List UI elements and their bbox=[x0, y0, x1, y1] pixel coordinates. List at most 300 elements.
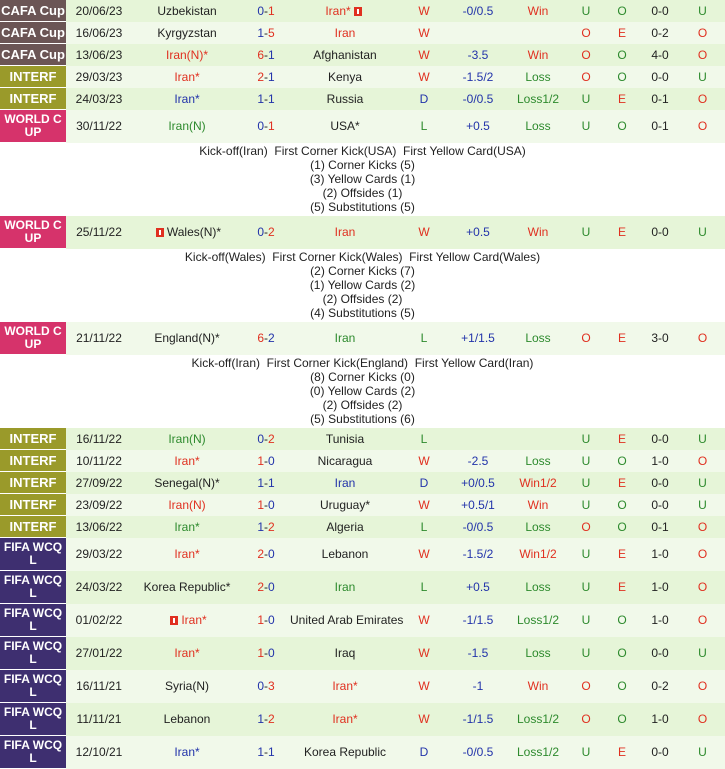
half-time-score: 1-0 bbox=[640, 450, 680, 472]
home-team-name: Iran* bbox=[174, 91, 200, 106]
result: L bbox=[400, 516, 448, 538]
odd-even: E bbox=[604, 216, 640, 249]
odd-even: E bbox=[604, 88, 640, 110]
score-sep: - bbox=[264, 69, 268, 84]
half-time-score: 0-0 bbox=[640, 494, 680, 516]
handicap-result: Loss1/2 bbox=[508, 604, 568, 637]
home-team[interactable] bbox=[132, 494, 242, 516]
half-time-score: 0-2 bbox=[640, 22, 680, 44]
match-date: 16/11/21 bbox=[66, 670, 132, 703]
match-row[interactable] bbox=[0, 22, 725, 44]
score[interactable] bbox=[242, 516, 290, 538]
score-sep: - bbox=[264, 712, 268, 726]
match-date: 13/06/22 bbox=[66, 516, 132, 538]
handicap-result: Win bbox=[508, 44, 568, 66]
stat-line: (5) Substitutions (5) bbox=[310, 200, 415, 214]
handicap-result: Loss bbox=[508, 322, 568, 355]
home-team[interactable] bbox=[132, 670, 242, 703]
match-row[interactable] bbox=[0, 0, 725, 22]
away-score: 2 bbox=[268, 331, 275, 346]
home-team[interactable] bbox=[132, 472, 242, 494]
home-score: 0 bbox=[257, 3, 264, 18]
competition-badge[interactable]: FIFA WCQ L bbox=[0, 637, 66, 670]
half-over-under: U bbox=[680, 494, 725, 516]
match-date: 29/03/22 bbox=[66, 538, 132, 571]
match-date: 29/03/23 bbox=[66, 66, 132, 88]
over-under: U bbox=[568, 604, 604, 637]
result: D bbox=[400, 472, 448, 494]
over-under: O bbox=[568, 703, 604, 736]
score[interactable] bbox=[242, 216, 290, 249]
home-team[interactable] bbox=[132, 110, 242, 143]
handicap-result bbox=[508, 22, 568, 44]
handicap bbox=[448, 428, 508, 450]
home-score: 2 bbox=[257, 547, 264, 561]
half-time-score: 0-1 bbox=[640, 88, 680, 110]
handicap-result: Loss bbox=[508, 516, 568, 538]
score[interactable] bbox=[242, 571, 290, 604]
match-date: 27/09/22 bbox=[66, 472, 132, 494]
half-time-score: 1-0 bbox=[640, 703, 680, 736]
odd-even: O bbox=[604, 110, 640, 143]
away-team-name: Iran bbox=[334, 580, 356, 594]
score[interactable] bbox=[242, 604, 290, 637]
away-team[interactable] bbox=[290, 516, 400, 538]
half-over-under: O bbox=[680, 703, 725, 736]
away-score: 1 bbox=[268, 745, 275, 759]
away-team[interactable] bbox=[290, 703, 400, 736]
stat-line: (2) Corner Kicks (7) bbox=[310, 264, 415, 278]
home-team-name: Iran* bbox=[174, 547, 200, 561]
handicap-result: Loss bbox=[508, 571, 568, 604]
home-score: 6 bbox=[257, 331, 264, 346]
home-team-name: Iran* bbox=[174, 453, 200, 468]
match-date: 21/11/22 bbox=[66, 322, 132, 355]
competition-badge[interactable]: INTERF bbox=[0, 516, 66, 538]
home-team[interactable] bbox=[132, 428, 242, 450]
score-sep: - bbox=[264, 91, 268, 106]
match-row[interactable] bbox=[0, 66, 725, 88]
handicap-result: Loss1/2 bbox=[508, 703, 568, 736]
odd-even: E bbox=[604, 428, 640, 450]
half-time-score: 0-1 bbox=[640, 110, 680, 143]
half-over-under: U bbox=[680, 0, 725, 22]
half-over-under: O bbox=[680, 571, 725, 604]
half-time-score: 1-0 bbox=[640, 538, 680, 571]
result: W bbox=[400, 538, 448, 571]
away-team[interactable] bbox=[290, 322, 400, 355]
stat-line: (8) Corner Kicks (0) bbox=[310, 370, 415, 384]
handicap-result: Loss bbox=[508, 66, 568, 88]
competition-badge[interactable]: WORLD C UP bbox=[0, 322, 66, 355]
competition-badge[interactable]: WORLD C UP bbox=[0, 110, 66, 143]
score-sep: - bbox=[264, 431, 268, 446]
stat-line: (5) Substitutions (6) bbox=[310, 412, 415, 426]
competition-badge[interactable]: INTERF bbox=[0, 428, 66, 450]
handicap: +0.5 bbox=[448, 571, 508, 604]
away-team[interactable] bbox=[290, 450, 400, 472]
match-stats-row bbox=[0, 143, 725, 217]
half-time-score: 0-0 bbox=[640, 472, 680, 494]
away-team-name: United Arab Emirates bbox=[290, 613, 404, 627]
home-team[interactable] bbox=[132, 450, 242, 472]
home-team-name: England(N)* bbox=[154, 331, 220, 346]
competition-badge[interactable]: INTERF bbox=[0, 66, 66, 88]
over-under: U bbox=[568, 472, 604, 494]
away-team[interactable] bbox=[290, 44, 400, 66]
score-sep: - bbox=[264, 580, 268, 594]
home-team[interactable] bbox=[132, 216, 242, 249]
score[interactable] bbox=[242, 66, 290, 88]
match-row[interactable] bbox=[0, 428, 725, 450]
score[interactable] bbox=[242, 428, 290, 450]
competition-badge[interactable]: INTERF bbox=[0, 494, 66, 516]
score-sep: - bbox=[264, 547, 268, 561]
match-row[interactable] bbox=[0, 637, 725, 670]
score[interactable] bbox=[242, 538, 290, 571]
result: W bbox=[400, 66, 448, 88]
over-under: U bbox=[568, 571, 604, 604]
match-row[interactable] bbox=[0, 571, 725, 604]
score-sep: - bbox=[264, 331, 268, 346]
away-team-name: Korea Republic bbox=[303, 745, 387, 759]
away-team[interactable] bbox=[290, 494, 400, 516]
match-stats-row bbox=[0, 249, 725, 323]
match-row[interactable] bbox=[0, 110, 725, 143]
away-team-name: Russia bbox=[326, 91, 364, 106]
handicap-result: Loss1/2 bbox=[508, 736, 568, 769]
half-time-score: 1-0 bbox=[640, 604, 680, 637]
score[interactable] bbox=[242, 110, 290, 143]
half-time-score: 0-2 bbox=[640, 670, 680, 703]
over-under: U bbox=[568, 0, 604, 22]
match-date: 16/06/23 bbox=[66, 22, 132, 44]
match-row[interactable] bbox=[0, 88, 725, 110]
away-team-name: Iran* bbox=[332, 679, 358, 693]
match-row[interactable] bbox=[0, 538, 725, 571]
handicap-result: Win1/2 bbox=[508, 538, 568, 571]
over-under: U bbox=[568, 110, 604, 143]
half-over-under: U bbox=[680, 637, 725, 670]
home-team[interactable] bbox=[132, 703, 242, 736]
home-score: 6 bbox=[257, 47, 264, 62]
odd-even: E bbox=[604, 472, 640, 494]
over-under: O bbox=[568, 516, 604, 538]
competition-badge[interactable]: INTERF bbox=[0, 450, 66, 472]
away-team-name: Iran* bbox=[332, 712, 358, 726]
away-score: 1 bbox=[268, 3, 275, 18]
over-under: U bbox=[568, 538, 604, 571]
handicap-result: Win bbox=[508, 494, 568, 516]
result: W bbox=[400, 494, 448, 516]
handicap: -1.5/2 bbox=[448, 66, 508, 88]
match-date: 25/11/22 bbox=[66, 216, 132, 249]
home-score: 0 bbox=[257, 225, 264, 240]
score[interactable] bbox=[242, 472, 290, 494]
home-score: 1 bbox=[257, 712, 264, 726]
home-score: 1 bbox=[257, 497, 264, 512]
result: W bbox=[400, 450, 448, 472]
result: L bbox=[400, 322, 448, 355]
score[interactable] bbox=[242, 703, 290, 736]
handicap-result bbox=[508, 428, 568, 450]
competition-badge[interactable]: FIFA WCQ L bbox=[0, 703, 66, 736]
stat-line: (0) Yellow Cards (2) bbox=[309, 384, 416, 398]
half-time-score: 0-0 bbox=[640, 0, 680, 22]
match-row[interactable] bbox=[0, 703, 725, 736]
result: D bbox=[400, 736, 448, 769]
away-team-name: Lebanon bbox=[321, 547, 369, 561]
over-under: U bbox=[568, 637, 604, 670]
result: W bbox=[400, 44, 448, 66]
half-time-score: 0-0 bbox=[640, 216, 680, 249]
competition-badge[interactable]: INTERF bbox=[0, 472, 66, 494]
handicap: +0/0.5 bbox=[448, 472, 508, 494]
away-team-name: USA* bbox=[330, 119, 360, 133]
handicap: -1/1.5 bbox=[448, 604, 508, 637]
home-score: 1 bbox=[257, 453, 264, 468]
competition-badge[interactable]: INTERF bbox=[0, 88, 66, 110]
match-row[interactable] bbox=[0, 450, 725, 472]
score[interactable] bbox=[242, 44, 290, 66]
odd-even: E bbox=[604, 736, 640, 769]
stat-line: (3) Yellow Cards (1) bbox=[309, 172, 416, 186]
red-card-icon bbox=[170, 616, 178, 625]
result: W bbox=[400, 216, 448, 249]
over-under: U bbox=[568, 450, 604, 472]
home-score: 1 bbox=[257, 613, 264, 627]
handicap-result: Win bbox=[508, 216, 568, 249]
handicap: -3.5 bbox=[448, 44, 508, 66]
score-sep: - bbox=[264, 646, 268, 660]
match-date: 01/02/22 bbox=[66, 604, 132, 637]
match-row[interactable] bbox=[0, 322, 725, 355]
home-team-name: Iran* bbox=[181, 613, 207, 627]
away-team[interactable] bbox=[290, 88, 400, 110]
over-under: O bbox=[568, 66, 604, 88]
away-score: 0 bbox=[268, 580, 275, 594]
over-under: O bbox=[568, 44, 604, 66]
match-row[interactable] bbox=[0, 44, 725, 66]
handicap: +0.5 bbox=[448, 216, 508, 249]
away-score: 0 bbox=[268, 547, 275, 561]
half-time-score: 3-0 bbox=[640, 322, 680, 355]
score[interactable] bbox=[242, 637, 290, 670]
handicap: +0.5/1 bbox=[448, 494, 508, 516]
away-team[interactable] bbox=[290, 736, 400, 769]
handicap: -2.5 bbox=[448, 450, 508, 472]
result: L bbox=[400, 428, 448, 450]
over-under: U bbox=[568, 736, 604, 769]
home-team[interactable] bbox=[132, 736, 242, 769]
competition-badge[interactable]: CAFA Cup bbox=[0, 22, 66, 44]
score-sep: - bbox=[264, 613, 268, 627]
result: L bbox=[400, 110, 448, 143]
away-team[interactable] bbox=[290, 428, 400, 450]
home-team[interactable] bbox=[132, 66, 242, 88]
match-row[interactable] bbox=[0, 472, 725, 494]
odd-even: O bbox=[604, 0, 640, 22]
home-score: 2 bbox=[257, 580, 264, 594]
over-under: O bbox=[568, 322, 604, 355]
odd-even: O bbox=[604, 604, 640, 637]
match-date: 27/01/22 bbox=[66, 637, 132, 670]
home-team[interactable] bbox=[132, 637, 242, 670]
score-sep: - bbox=[264, 47, 268, 62]
away-team[interactable] bbox=[290, 538, 400, 571]
home-score: 1 bbox=[257, 25, 264, 40]
away-team-name: Uruguay* bbox=[319, 497, 371, 512]
stat-line: (2) Offsides (1) bbox=[322, 186, 403, 200]
home-team[interactable] bbox=[132, 44, 242, 66]
away-team[interactable] bbox=[290, 22, 400, 44]
home-team-name: Iran(N) bbox=[168, 119, 206, 133]
odd-even: O bbox=[604, 670, 640, 703]
handicap: -0/0.5 bbox=[448, 516, 508, 538]
odd-even: E bbox=[604, 322, 640, 355]
home-team-name: Iran* bbox=[174, 745, 200, 759]
half-over-under: O bbox=[680, 538, 725, 571]
competition-badge[interactable]: FIFA WCQ L bbox=[0, 736, 66, 769]
home-score: 1 bbox=[257, 91, 264, 106]
result: W bbox=[400, 0, 448, 22]
result: L bbox=[400, 571, 448, 604]
home-score: 0 bbox=[257, 679, 264, 693]
away-score: 5 bbox=[268, 25, 275, 40]
away-team[interactable] bbox=[290, 0, 400, 22]
away-score: 2 bbox=[268, 519, 275, 534]
competition-badge[interactable]: CAFA Cup bbox=[0, 0, 66, 22]
away-score: 0 bbox=[268, 613, 275, 627]
handicap: -1 bbox=[448, 670, 508, 703]
stat-line: (4) Substitutions (5) bbox=[310, 306, 415, 320]
half-over-under: O bbox=[680, 670, 725, 703]
score-sep: - bbox=[264, 119, 268, 133]
stat-line: (1) Yellow Cards (2) bbox=[309, 278, 416, 292]
match-row[interactable] bbox=[0, 736, 725, 769]
over-under: U bbox=[568, 428, 604, 450]
home-team-name: Uzbekistan bbox=[157, 3, 217, 18]
away-score: 0 bbox=[268, 497, 275, 512]
home-team[interactable] bbox=[132, 604, 242, 637]
score[interactable] bbox=[242, 670, 290, 703]
match-row[interactable] bbox=[0, 516, 725, 538]
score[interactable] bbox=[242, 0, 290, 22]
away-score: 0 bbox=[268, 646, 275, 660]
match-stats bbox=[0, 355, 725, 429]
odd-even: O bbox=[604, 516, 640, 538]
score[interactable] bbox=[242, 736, 290, 769]
stat-line: (2) Offsides (2) bbox=[322, 292, 403, 306]
score[interactable] bbox=[242, 22, 290, 44]
home-team[interactable] bbox=[132, 22, 242, 44]
handicap-result: Loss1/2 bbox=[508, 88, 568, 110]
home-score: 0 bbox=[257, 119, 264, 133]
away-team[interactable] bbox=[290, 604, 404, 637]
over-under: O bbox=[568, 22, 604, 44]
score[interactable] bbox=[242, 322, 290, 355]
home-team[interactable] bbox=[132, 88, 242, 110]
score[interactable] bbox=[242, 494, 290, 516]
home-team-name: Senegal(N)* bbox=[154, 475, 220, 490]
home-team[interactable] bbox=[132, 0, 242, 22]
home-score: 1 bbox=[257, 475, 264, 490]
handicap bbox=[448, 22, 508, 44]
away-team-name: Iran bbox=[334, 331, 356, 346]
score-sep: - bbox=[264, 3, 268, 18]
away-score: 2 bbox=[268, 712, 275, 726]
competition-badge[interactable]: FIFA WCQ L bbox=[0, 604, 66, 637]
away-team[interactable] bbox=[290, 637, 400, 670]
match-row[interactable] bbox=[0, 216, 725, 249]
competition-badge[interactable]: FIFA WCQ L bbox=[0, 538, 66, 571]
home-team[interactable] bbox=[132, 516, 242, 538]
score-sep: - bbox=[264, 25, 268, 40]
competition-badge[interactable]: CAFA Cup bbox=[0, 44, 66, 66]
away-team-name: Iraq bbox=[334, 646, 356, 660]
over-under: O bbox=[568, 670, 604, 703]
match-row[interactable] bbox=[0, 494, 725, 516]
away-team-name: Iran bbox=[334, 475, 356, 490]
result: W bbox=[400, 22, 448, 44]
away-team[interactable] bbox=[290, 216, 400, 249]
home-score: 1 bbox=[257, 646, 264, 660]
match-date: 30/11/22 bbox=[66, 110, 132, 143]
half-time-score: 0-0 bbox=[640, 428, 680, 450]
away-team[interactable] bbox=[290, 670, 400, 703]
half-time-score: 1-0 bbox=[640, 571, 680, 604]
half-time-score: 0-0 bbox=[640, 736, 680, 769]
home-team-name: Kyrgyzstan bbox=[157, 25, 217, 40]
match-date: 16/11/22 bbox=[66, 428, 132, 450]
home-team[interactable] bbox=[132, 571, 242, 604]
half-over-under: O bbox=[680, 22, 725, 44]
home-team[interactable] bbox=[132, 322, 242, 355]
odd-even: O bbox=[604, 703, 640, 736]
stat-line: (2) Offsides (2) bbox=[322, 398, 403, 412]
home-team-name: Wales(N)* bbox=[166, 225, 222, 240]
odd-even: O bbox=[604, 44, 640, 66]
half-time-score: 0-0 bbox=[640, 66, 680, 88]
half-over-under: O bbox=[680, 44, 725, 66]
competition-badge[interactable]: FIFA WCQ L bbox=[0, 571, 66, 604]
handicap: +1/1.5 bbox=[448, 322, 508, 355]
odd-even: O bbox=[604, 494, 640, 516]
competition-badge[interactable]: WORLD C UP bbox=[0, 216, 66, 249]
away-score: 3 bbox=[268, 679, 275, 693]
match-row[interactable] bbox=[0, 670, 725, 703]
half-over-under: O bbox=[680, 604, 725, 637]
result: D bbox=[400, 88, 448, 110]
match-date: 11/11/21 bbox=[66, 703, 132, 736]
odd-even: O bbox=[604, 637, 640, 670]
score[interactable] bbox=[242, 88, 290, 110]
away-team[interactable] bbox=[290, 472, 400, 494]
match-row[interactable] bbox=[0, 604, 725, 637]
away-score: 2 bbox=[268, 225, 275, 240]
odd-even: O bbox=[604, 66, 640, 88]
competition-badge[interactable]: FIFA WCQ L bbox=[0, 670, 66, 703]
home-team-name: Iran(N) bbox=[168, 497, 206, 512]
home-team-name: Korea Republic* bbox=[143, 580, 231, 594]
home-team[interactable] bbox=[132, 538, 242, 571]
away-team[interactable] bbox=[290, 571, 400, 604]
score[interactable] bbox=[242, 450, 290, 472]
handicap-result: Win1/2 bbox=[508, 472, 568, 494]
stat-line: Kick-off(Iran) First Corner Kick(England) First Yellow Card(Iran) bbox=[191, 356, 534, 370]
away-team[interactable] bbox=[290, 110, 400, 143]
away-team[interactable] bbox=[290, 66, 400, 88]
